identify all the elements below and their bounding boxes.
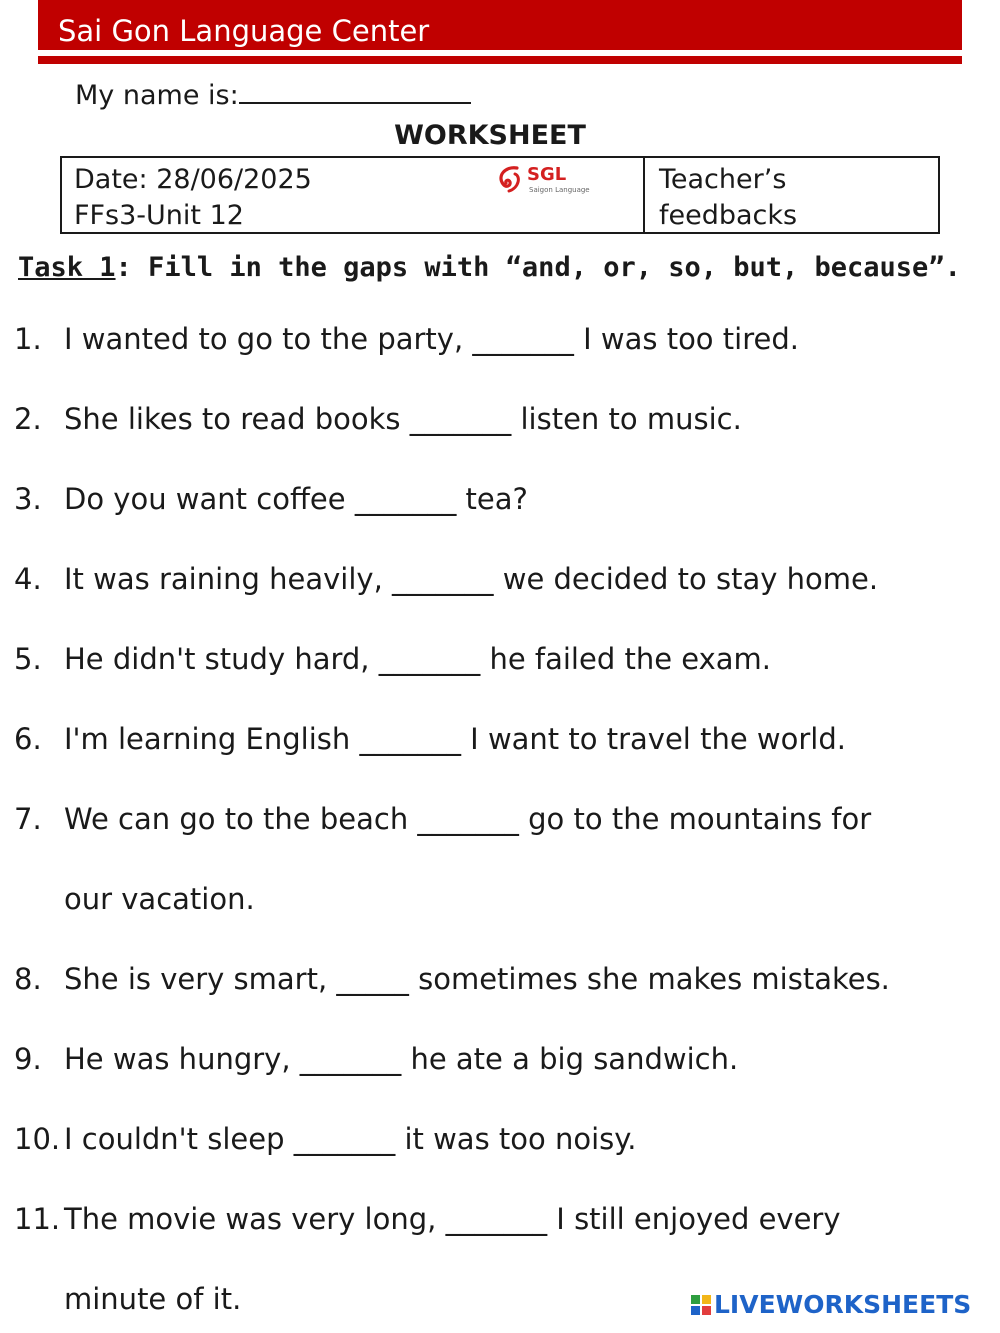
question-number: 7.: [14, 802, 42, 836]
info-divider: [643, 158, 645, 232]
question-text[interactable]: I couldn't sleep _______ it was too noisy.: [64, 1122, 637, 1156]
question-text[interactable]: I wanted to go to the party, _______ I was too tired.: [64, 322, 799, 356]
question-continuation: minute of it.: [64, 1282, 242, 1316]
banner-underline: [38, 56, 962, 64]
worksheet-title: WORKSHEET: [394, 120, 586, 151]
sgl-logo-subtext: Saigon Language: [529, 186, 590, 194]
question-number: 3.: [14, 482, 42, 516]
task-label: Task 1: [18, 252, 116, 283]
info-left: [74, 162, 312, 234]
task-title: [18, 252, 961, 283]
sgl-logo: [495, 164, 590, 198]
question-number: 11.: [14, 1202, 61, 1236]
question-number: 5.: [14, 642, 42, 676]
name-label: My name is:: [75, 80, 239, 111]
question-number: 4.: [14, 562, 42, 596]
task-instruction: : Fill in the gaps with “and, or, so, but, because”.: [115, 252, 961, 283]
feedback-line2: feedbacks: [659, 200, 798, 231]
question-text[interactable]: He was hungry, _______ he ate a big sandwich.: [64, 1042, 739, 1076]
center-banner: [38, 0, 962, 50]
info-box: [60, 156, 940, 234]
liveworksheets-brand: LIVEWORKSHEETS: [714, 1290, 972, 1319]
question-number: 2.: [14, 402, 42, 436]
question-number: 8.: [14, 962, 42, 996]
feedback-line1: Teacher’s: [659, 164, 787, 195]
question-number: 10.: [14, 1122, 61, 1156]
question-number: 9.: [14, 1042, 42, 1076]
question-text[interactable]: He didn't study hard, _______ he failed the exam.: [64, 642, 772, 676]
question-number: 6.: [14, 722, 42, 756]
question-text[interactable]: She is very smart, _____ sometimes she makes mistakes.: [64, 962, 890, 996]
question-text[interactable]: She likes to read books _______ listen to music.: [64, 402, 742, 436]
liveworksheets-logo[interactable]: [690, 1290, 971, 1319]
question-text[interactable]: The movie was very long, _______ I still enjoyed every: [64, 1202, 841, 1236]
feedback-cell: [659, 162, 797, 234]
question-text[interactable]: I'm learning English _______ I want to travel the world.: [64, 722, 846, 756]
sgl-logo-text: SGL: [527, 164, 567, 185]
name-blank[interactable]: [239, 76, 471, 104]
center-name: Sai Gon Language Center: [58, 14, 430, 48]
question-text[interactable]: We can go to the beach _______ go to the mountains for: [64, 802, 872, 836]
question-text[interactable]: It was raining heavily, _______ we decided to stay home.: [64, 562, 879, 596]
date-text: Date: 28/06/2025: [74, 164, 312, 195]
unit-text: FFs3-Unit 12: [74, 200, 244, 231]
question-continuation: our vacation.: [64, 882, 255, 916]
sgl-swirl-icon: [495, 164, 527, 194]
liveworksheets-grid-icon: [690, 1294, 712, 1316]
question-text[interactable]: Do you want coffee _______ tea?: [64, 482, 528, 516]
question-number: 1.: [14, 322, 42, 356]
name-row: [75, 76, 471, 111]
